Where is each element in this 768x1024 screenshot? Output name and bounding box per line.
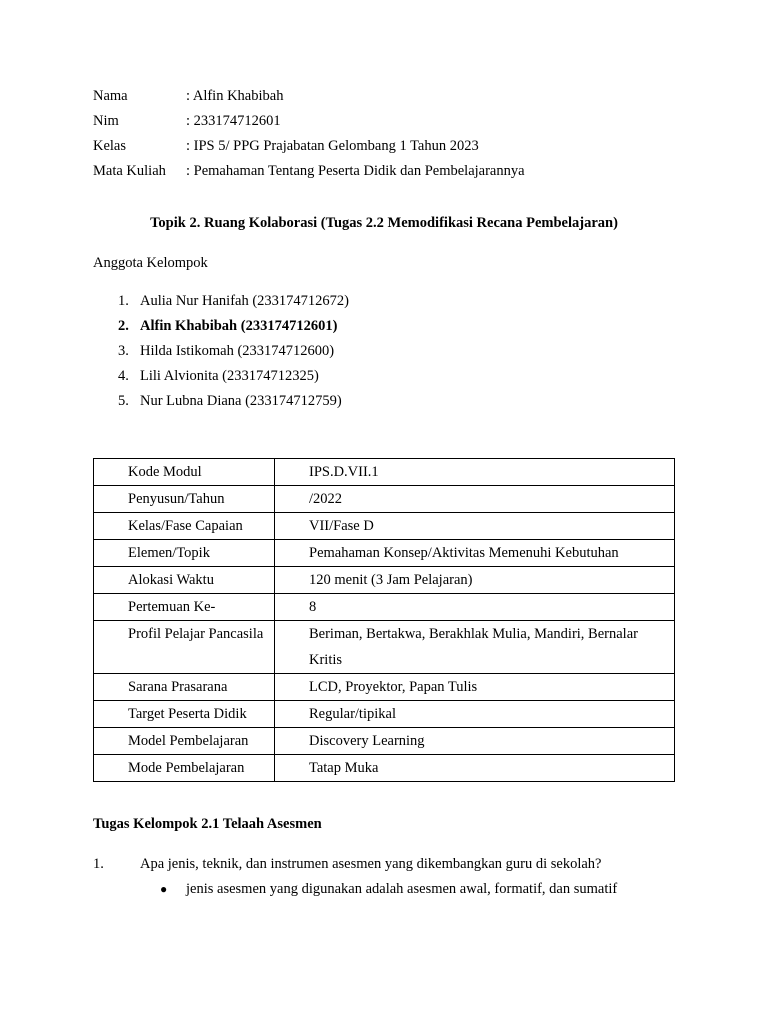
list-item (93, 291, 349, 316)
info-value: : Pemahaman Tentang Peserta Didik dan Pembelajarannya (186, 163, 525, 179)
list-number: 1. (118, 293, 129, 309)
table-value: LCD, Proyektor, Papan Tulis (275, 674, 675, 701)
table-row (94, 567, 675, 594)
bullet-item (160, 879, 617, 899)
info-label: Kelas (93, 138, 127, 154)
table-value: Regular/tipikal (275, 701, 675, 728)
group-heading: Anggota Kelompok (93, 255, 208, 271)
question-text: Apa jenis, teknik, dan instrumen asesmen yang dikembangkan guru di sekolah? (140, 856, 602, 872)
assessment-heading: Tugas Kelompok 2.1 Telaah Asesmen (93, 816, 322, 832)
info-row-class (93, 136, 525, 161)
table-key: Elemen/Topik (94, 540, 275, 567)
member-name: Hilda Istikomah (233174712600) (140, 343, 335, 359)
member-list (93, 291, 349, 416)
table-key: Target Peserta Didik (94, 701, 275, 728)
info-value: : Alfin Khabibah (186, 88, 284, 104)
member-name: Alfin Khabibah (233174712601) (140, 318, 338, 334)
table-row (94, 486, 675, 513)
table-key: Model Pembelajaran (94, 728, 275, 755)
table-value: 120 menit (3 Jam Pelajaran) (275, 567, 675, 594)
table-row (94, 674, 675, 701)
table-key: Mode Pembelajaran (94, 755, 275, 782)
table-value: Discovery Learning (275, 728, 675, 755)
member-name: Aulia Nur Hanifah (233174712672) (140, 293, 349, 309)
table-value: Beriman, Bertakwa, Berakhlak Mulia, Mandiri, Bernalar Kritis (275, 621, 675, 674)
table-value: /2022 (275, 486, 675, 513)
table-value: VII/Fase D (275, 513, 675, 540)
table-key: Kelas/Fase Capaian (94, 513, 275, 540)
student-info (93, 86, 525, 186)
info-row-name (93, 86, 525, 111)
list-number: 4. (118, 368, 129, 384)
table-row (94, 755, 675, 782)
list-item (93, 316, 349, 341)
list-item (93, 391, 349, 416)
table-row (94, 594, 675, 621)
table-key: Sarana Prasarana (94, 674, 275, 701)
module-info-table (93, 458, 675, 782)
table-value: Pemahaman Konsep/Aktivitas Memenuhi Kebutuhan (275, 540, 675, 567)
list-item (93, 366, 349, 391)
table-value: 8 (275, 594, 675, 621)
info-value: : 233174712601 (186, 113, 281, 129)
info-value: : IPS 5/ PPG Prajabatan Gelombang 1 Tahun 2023 (186, 138, 479, 154)
table-key: Penyusun/Tahun (94, 486, 275, 513)
table-value: Tatap Muka (275, 755, 675, 782)
info-label: Nama (93, 88, 128, 104)
info-label: Nim (93, 113, 119, 129)
info-row-nim (93, 111, 525, 136)
member-name: Nur Lubna Diana (233174712759) (140, 393, 342, 409)
table-row (94, 513, 675, 540)
list-number: 3. (118, 343, 129, 359)
table-row (94, 701, 675, 728)
question-item (93, 854, 601, 874)
table-row (94, 540, 675, 567)
list-item (93, 341, 349, 366)
bullet-text: jenis asesmen yang digunakan adalah asesmen awal, formatif, dan sumatif (186, 881, 618, 897)
topic-title: Topik 2. Ruang Kolaborasi (Tugas 2.2 Memodifikasi Recana Pembelajaran) (150, 215, 618, 231)
list-number: 5. (118, 393, 129, 409)
bullet-icon: ● (160, 882, 168, 896)
info-label: Mata Kuliah (93, 163, 166, 179)
table-key: Profil Pelajar Pancasila (94, 621, 275, 674)
table-key: Pertemuan Ke- (94, 594, 275, 621)
table-row (94, 459, 675, 486)
info-row-course (93, 161, 525, 186)
member-name: Lili Alvionita (233174712325) (140, 368, 319, 384)
table-key: Alokasi Waktu (94, 567, 275, 594)
table-row (94, 728, 675, 755)
table-key: Kode Modul (94, 459, 275, 486)
list-number: 1. (93, 856, 104, 872)
table-row (94, 621, 675, 674)
list-number: 2. (118, 318, 129, 334)
table-value: IPS.D.VII.1 (275, 459, 675, 486)
